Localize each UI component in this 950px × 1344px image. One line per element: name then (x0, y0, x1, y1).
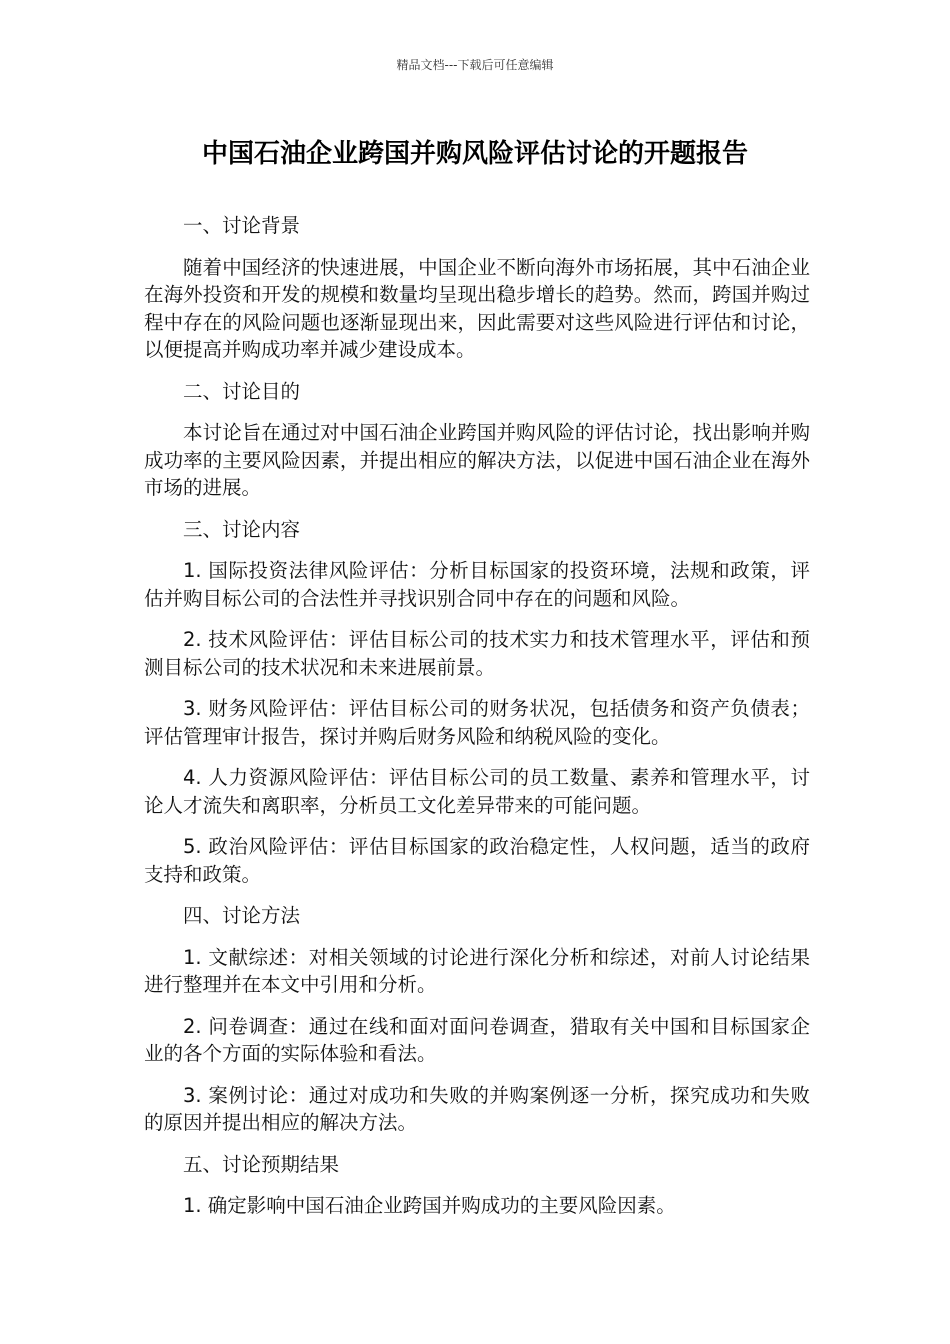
content-item-financial-risk: 3. 财务风险评估：评估目标公司的财务状况，包括债务和资产负债表；评估管理审计报告，探讨并购后财务风险和纳税风险的变化。 (144, 697, 810, 748)
document-title: 中国石油企业跨国并购风险评估讨论的开题报告 (201, 139, 748, 169)
method-item-literature-review: 1. 文献综述：对相关领域的讨论进行深化分析和综述，对前人讨论结果进行整理并在本文中引用和分析。 (144, 945, 810, 996)
header-note: 精品文档---下载后可任意编辑 (396, 58, 554, 72)
document-body (144, 212, 810, 1234)
method-item-questionnaire: 2. 问卷调查：通过在线和面对面问卷调查，猎取有关中国和目标国家企业的各个方面的实际体验和看法。 (144, 1014, 810, 1065)
section-heading-purpose: 二、讨论目的 (183, 379, 301, 403)
content-item-technical-risk: 2. 技术风险评估：评估目标公司的技术实力和技术管理水平，评估和预测目标公司的技术状况和未来进展前景。 (144, 628, 810, 679)
section-heading-expected-results: 五、讨论预期结果 (183, 1152, 340, 1176)
purpose-paragraph: 本讨论旨在通过对中国石油企业跨国并购风险的评估讨论，找出影响并购成功率的主要风险因素，并提出相应的解决方法，以促进中国石油企业在海外市场的进展。 (144, 421, 810, 499)
section-heading-background: 一、讨论背景 (183, 214, 301, 237)
method-item-case-study: 3. 案例讨论：通过对成功和失败的并购案例逐一分析，探究成功和失败的原因并提出相应的解决方法。 (144, 1083, 810, 1134)
content-item-legal-risk: 1. 国际投资法律风险评估：分析目标国家的投资环境，法规和政策，评估并购目标公司的合法性并寻找识别合同中存在的问题和风险。 (144, 559, 810, 610)
background-paragraph: 随着中国经济的快速进展，中国企业不断向海外市场拓展，其中石油企业在海外投资和开发的规模和数量均呈现出稳步增长的趋势。然而，跨国并购过程中存在的风险问题也逐渐显现出来，因此需要对这些风险进行评估和讨论，以便提高并购成功率并减少建设成本。 (144, 255, 810, 361)
content-item-political-risk: 5. 政治风险评估：评估目标国家的政治稳定性，人权问题，适当的政府支持和政策。 (144, 835, 810, 886)
section-heading-methods: 四、讨论方法 (183, 904, 301, 927)
section-heading-content: 三、讨论内容 (183, 517, 301, 541)
content-item-hr-risk: 4. 人力资源风险评估：评估目标公司的员工数量、素养和管理水平，讨论人才流失和离职率，分析员工文化差异带来的可能问题。 (144, 766, 810, 817)
expected-result-item: 1. 确定影响中国石油企业跨国并购成功的主要风险因素。 (183, 1194, 676, 1217)
